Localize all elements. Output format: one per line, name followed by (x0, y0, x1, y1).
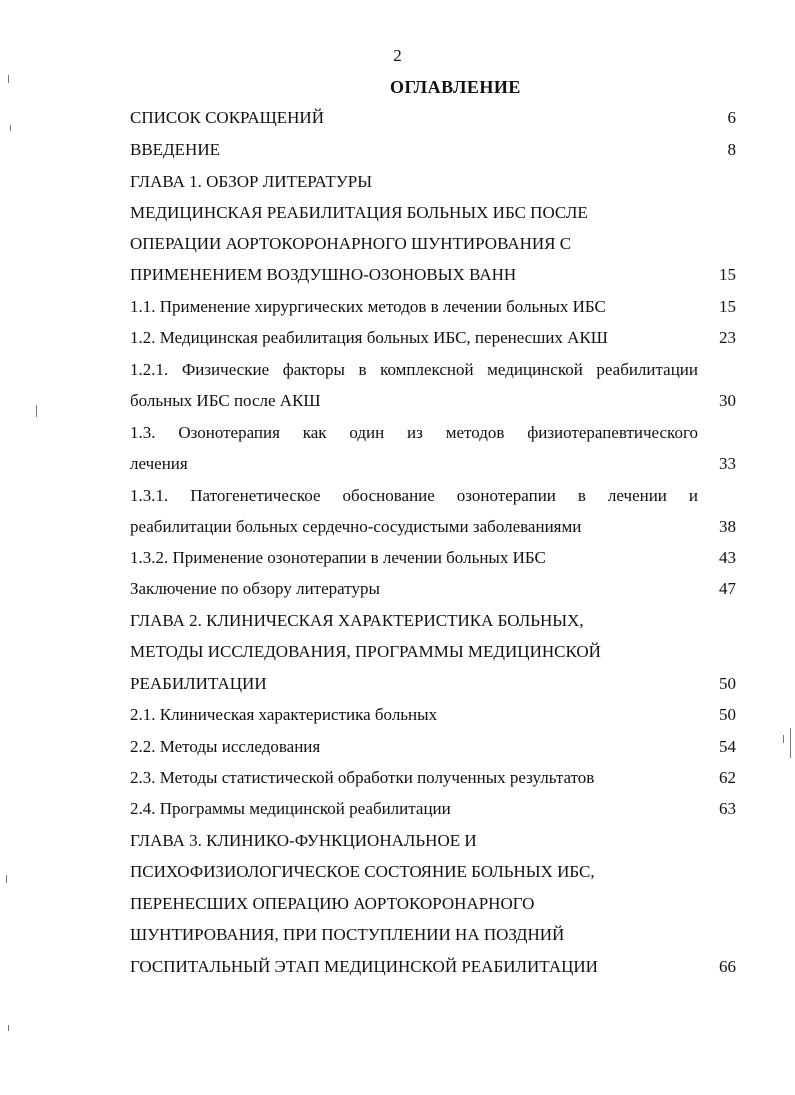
toc-entry-text: ГЛАВА 2. КЛИНИЧЕСКАЯ ХАРАКТЕРИСТИКА БОЛЬНЫХ, (130, 611, 584, 630)
toc-entry-text: РЕАБИЛИТАЦИИ (130, 674, 267, 693)
toc-title: ОГЛАВЛЕНИЕ (390, 77, 521, 97)
toc-entry-text: 2.3. Методы статистической обработки полученных результатов (130, 768, 595, 787)
toc-entry-text: ГЛАВА 3. КЛИНИКО-ФУНКЦИОНАЛЬНОЕ И (130, 831, 477, 850)
scan-mark (783, 735, 784, 743)
toc-entry-page: 43 (719, 548, 736, 567)
toc-entry-page: 38 (719, 517, 736, 536)
scan-mark (8, 1025, 9, 1031)
toc-entry-page: 23 (719, 328, 736, 347)
toc-entry-page: 15 (719, 265, 736, 284)
toc-entry-text: ПЕРЕНЕСШИХ ОПЕРАЦИЮ АОРТОКОРОНАРНОГО (130, 894, 535, 913)
toc-entry-page: 50 (719, 674, 736, 693)
toc-entry-text: ШУНТИРОВАНИЯ, ПРИ ПОСТУПЛЕНИИ НА ПОЗДНИЙ (130, 925, 565, 944)
toc-entry-text: больных ИБС после АКШ (130, 391, 321, 410)
toc-entry-page: 6 (727, 108, 736, 127)
toc-entry-text: Заключение по обзору литературы (130, 579, 380, 598)
toc-entry-text: МЕДИЦИНСКАЯ РЕАБИЛИТАЦИЯ БОЛЬНЫХ ИБС ПОСЛЕ (130, 203, 588, 222)
toc-entry-page: 33 (719, 454, 736, 473)
toc-entry-text: 1.2. Медицинская реабилитация больных ИБС, перенесших АКШ (130, 328, 608, 347)
toc-entry-text: ОПЕРАЦИИ АОРТОКОРОНАРНОГО ШУНТИРОВАНИЯ С (130, 234, 572, 253)
toc-entry-page: 62 (719, 768, 736, 787)
toc-entry-text: МЕТОДЫ ИССЛЕДОВАНИЯ, ПРОГРАММЫ МЕДИЦИНСКОЙ (130, 642, 601, 661)
scan-mark (10, 125, 11, 131)
toc-entry-text: 2.1. Клиническая характеристика больных (130, 705, 438, 724)
toc-entry-text: ПРИМЕНЕНИЕМ ВОЗДУШНО-ОЗОНОВЫХ ВАНН (130, 265, 517, 284)
toc-entry-page: 47 (719, 579, 736, 598)
toc-entry-page: 8 (727, 140, 736, 159)
toc-entry-page: 54 (719, 737, 736, 756)
toc-entry-text: реабилитации больных сердечно-сосудистыми заболеваниями (130, 517, 582, 536)
scan-mark (8, 75, 9, 83)
toc-entry-text: 1.2.1. Физические факторы в комплексной медицинской реабилитации (130, 360, 698, 379)
toc-entry-page: 66 (719, 957, 736, 976)
toc-entry-page: 63 (719, 799, 736, 818)
scan-mark (36, 405, 37, 417)
toc-entry-text: лечения (130, 454, 188, 473)
toc-entry-text: 1.3.2. Применение озонотерапии в лечении больных ИБС (130, 548, 546, 567)
toc-entry-text: 2.2. Методы исследования (130, 737, 321, 756)
toc-entry-text: 1.1. Применение хирургических методов в лечении больных ИБС (130, 297, 606, 316)
toc-entry-text: 2.4. Программы медицинской реабилитации (130, 799, 451, 818)
toc-entry-text: 1.3.1. Патогенетическое обоснование озонотерапии в лечении и (130, 486, 698, 505)
toc-entry-page: 30 (719, 391, 736, 410)
scan-mark (6, 875, 7, 883)
toc-entry-text: ГЛАВА 1. ОБЗОР ЛИТЕРАТУРЫ (130, 172, 373, 191)
toc-entry-text: ПСИХОФИЗИОЛОГИЧЕСКОЕ СОСТОЯНИЕ БОЛЬНЫХ ИБС, (130, 862, 595, 881)
toc-entry-text: ГОСПИТАЛЬНЫЙ ЭТАП МЕДИЦИНСКОЙ РЕАБИЛИТАЦИИ (130, 957, 598, 976)
toc-entry-text: СПИСОК СОКРАЩЕНИЙ (130, 108, 324, 127)
toc-entry-page: 50 (719, 705, 736, 724)
page-number: 2 (393, 46, 402, 65)
toc-entry-page: 15 (719, 297, 736, 316)
toc-entry-text: 1.3. Озонотерапия как один из методов физиотерапевтического (130, 423, 698, 442)
scan-mark (790, 728, 791, 758)
toc-entry-text: ВВЕДЕНИЕ (130, 140, 220, 159)
